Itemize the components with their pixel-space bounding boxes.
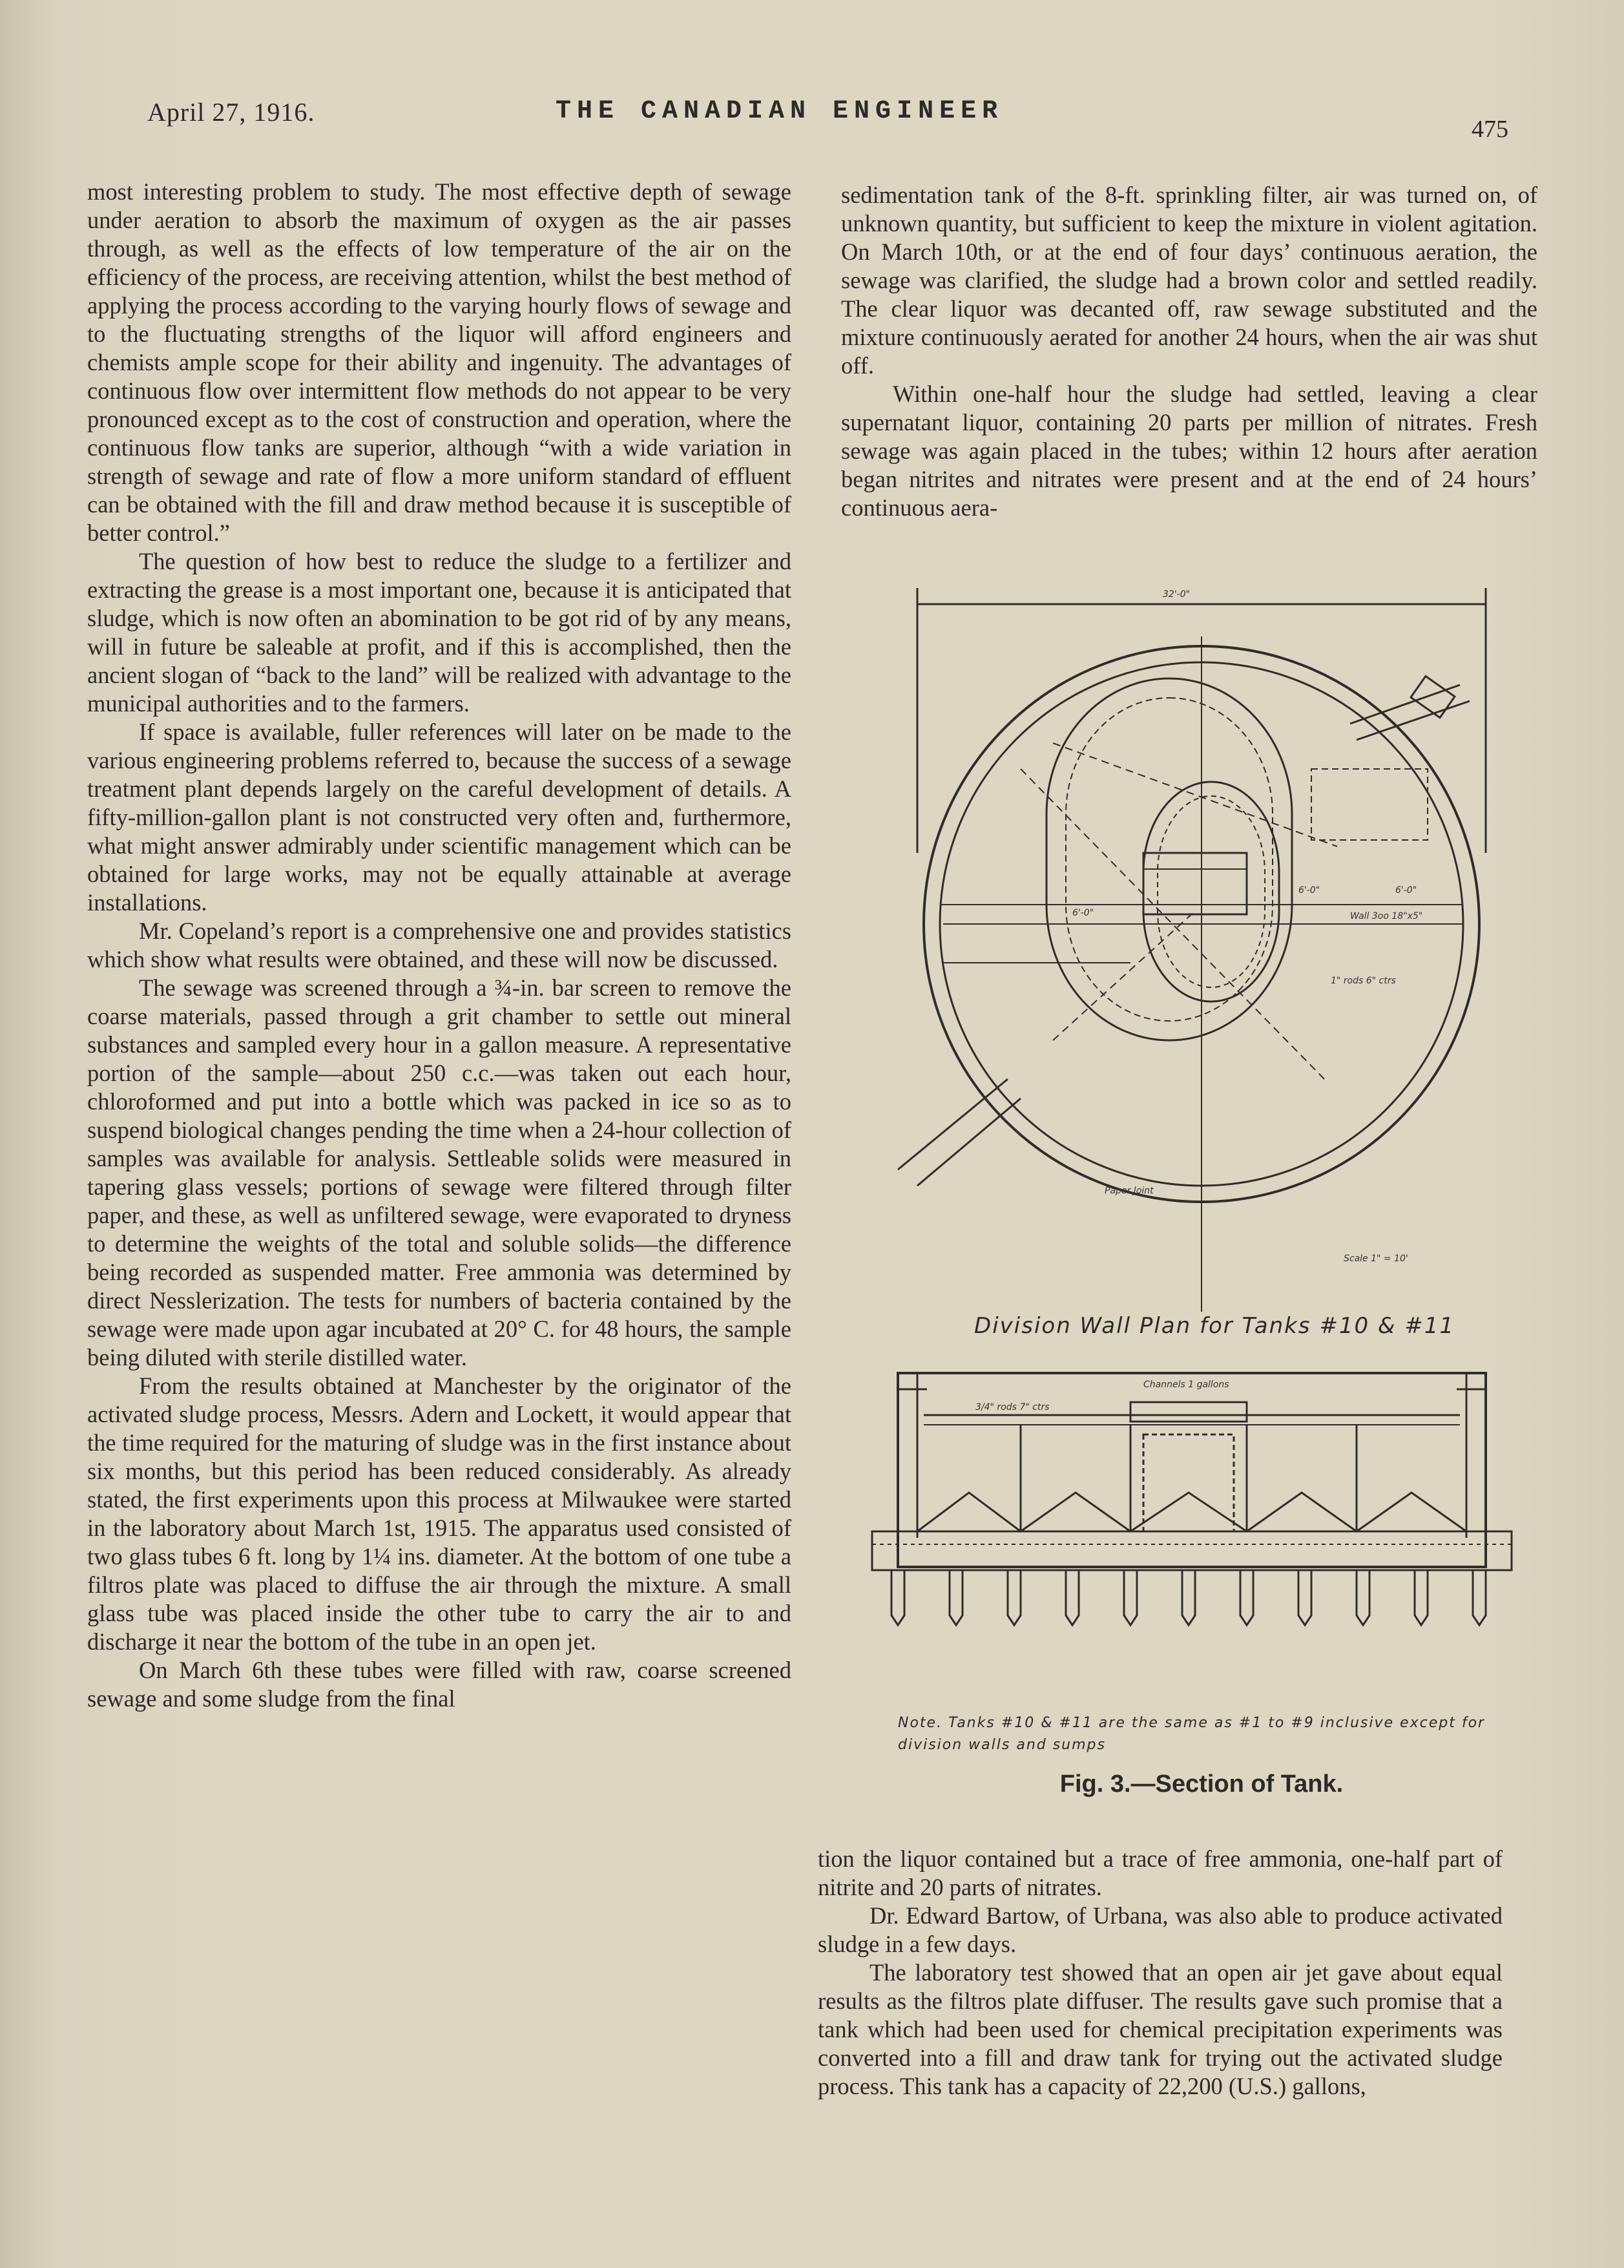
paragraph: The laboratory test showed that an open air jet gave about equal results as the filtros plate diffuser. The results gave such promise that a tank which had been used for chemical precipitation experiments was converted into a fill and draw tank for trying out the activated sludge process. This tank has a capacity of 22,200 (U.S.) gallons, — [818, 1959, 1503, 2099]
paragraph: On March 6th these tubes were filled with raw, coarse screened sewage and some sludge from the final — [87, 1657, 791, 1712]
figure-caption: Fig. 3.—Section of Tank. — [1059, 1770, 1344, 1798]
paragraph: The question of how best to reduce the sludge to a fertilizer and extracting the grease is a most important one, because it is anticipated that sludge, which is now often an abomination to be got rid of by any means, will in future be saleable at profit, and if this is accomplished, then the ancient slogan of “back to the land” will be realized with advantage to the municipal authorities and to the farmers. — [87, 548, 791, 717]
paragraph: From the results obtained at Manchester by the originator of the activated sludge process, Messrs. Adern and Lockett, it would appear that the time required for the maturing of sludge was in the first instance about six months, but this period has been reduced considerably. As already stated, the first experiments upon this process at Milwaukee were started in the laboratory about March 1st, 1915. The apparatus used consisted of two glass tubes 6 ft. long by 1¼ ins. diameter. At the bottom of one tube a filtros plate was placed to diffuse the air through the mixture. A small glass tube was placed inside the other tube to carry the air to and discharge it near the bottom of the tube in an open jet. — [87, 1372, 791, 1655]
dimension-label: 6'-0" — [1298, 885, 1320, 896]
rods-label: 1" rods 6" ctrs — [1331, 976, 1396, 986]
page-number: 475 — [1472, 116, 1508, 143]
paragraph: Dr. Edward Bartow, of Urbana, was also able to produce activated sludge in a few days. — [818, 1902, 1503, 1957]
right-column-top — [841, 181, 1537, 522]
paragraph: most interesting problem to study. The most effective depth of sewage under aeration to absorb the maximum of oxygen as the air passes through, as well as the effects of low temperature of the air on the efficiency of the process, are receiving attention, whilst the best method of applying the process according to the varying hourly flows of sewage and to the fluctuating strengths of the liquor will afford engineers and chemists ample scope for their ability and ingenuity. The advantages of continuous flow over intermittent flow methods do not appear to be very pronounced except as to the cost of construction and operation, where the continuous flow tanks are superior, although “with a wide variation in strength of sewage and rate of flow a more uniform standard of effluent can be obtained with the fill and draw method because it is susceptible of better control.” — [87, 178, 791, 546]
section-rods-label: 3/4" rods 7" ctrs — [975, 1402, 1050, 1412]
channel-label: Channels 1 gallons — [1143, 1380, 1229, 1390]
figure-note: Note. Tanks #10 & #11 are the same as #1 to #9 inclusive except for division walls and sumps — [898, 1715, 1486, 1753]
issue-date: April 27, 1916. — [147, 98, 315, 127]
journal-title: THE CANADIAN ENGINEER — [556, 97, 1004, 126]
paragraph: The sewage was screened through a ¾-in. bar screen to remove the coarse materials, passed through a grit chamber to settle out mineral substances and sampled every hour in a gallon measure. A representative portion of the sample—about 250 c.c.—was taken out each hour, chloroformed and put into a bottle which was packed in ice so as to suspend biological changes pending the time when a 24-hour collection of samples was available for analysis. Settleable solids were measured in tapering glass vessels; portions of sewage were filtered through filter paper, and these, as well as unfiltered sewage, were evaporated to dryness to determine the weights of the total and soluble solids—the difference being recorded as suspended matter. Free ammonia was determined by direct Nesslerization. The tests for numbers of bacteria contained by the sewage were made upon agar incubated at 20° C. for 48 hours, the sample being diluted with sterile distilled water. — [87, 974, 791, 1370]
paragraph: tion the liquor contained but a trace of free ammonia, one-half part of nitrite and 20 parts of nitrates. — [818, 1845, 1503, 1900]
tank-drawing — [859, 575, 1525, 1712]
dimension-label: 6'-0" — [1072, 908, 1094, 918]
scale-label: Scale 1" = 10' — [1344, 1254, 1408, 1264]
tank-figure — [859, 575, 1525, 1822]
dimension-label: 6'-0" — [1395, 885, 1417, 896]
piles — [891, 1570, 1486, 1625]
division-wall — [1046, 678, 1292, 1040]
overall-dimension-label: 32'-0" — [1163, 589, 1191, 600]
tank-section — [872, 1373, 1512, 1625]
running-header — [0, 97, 1624, 149]
paragraph: Within one-half hour the sludge had settled, leaving a clear supernatant liquor, containing 20 parts per million of nitrates. Fresh sewage was again placed in the tubes; within 12 hours after aeration began nitrites and nitrates were present and at the end of 24 hours’ continuous aera- — [841, 381, 1537, 521]
joint-label: Paper Joint — [1105, 1186, 1154, 1196]
paragraph: If space is available, fuller references will later on be made to the various engineering problems referred to, because the success of a sewage treatment plant depends largely on the careful development of details. A fifty-million-gallon plant is not constructed very often and, furthermore, what might answer admirably under scientific management which can be obtained for large works, may not be equally attainable at average installations. — [87, 719, 791, 916]
paragraph: Mr. Copeland’s report is a comprehensive one and provides statistics which show what results were obtained, and these will now be discussed. — [87, 918, 791, 972]
wall-size-label: Wall 3oo 18"x5" — [1350, 911, 1423, 921]
right-column-bottom — [818, 1845, 1503, 2101]
left-column — [87, 178, 791, 1713]
paragraph: sedimentation tank of the 8-ft. sprinkling filter, air was turned on, of unknown quantity, but sufficient to keep the mixture in violent agitation. On March 10th, or at the end of four days’ continuous aeration, the sewage was clarified, the sludge had a brown color and settled readily. The clear liquor was decanted off, raw sewage substituted and the mixture continuously aerated for another 24 hours, when the air was shut off. — [841, 182, 1537, 379]
plan-caption: Division Wall Plan for Tanks #10 & #11 — [974, 1313, 1455, 1339]
